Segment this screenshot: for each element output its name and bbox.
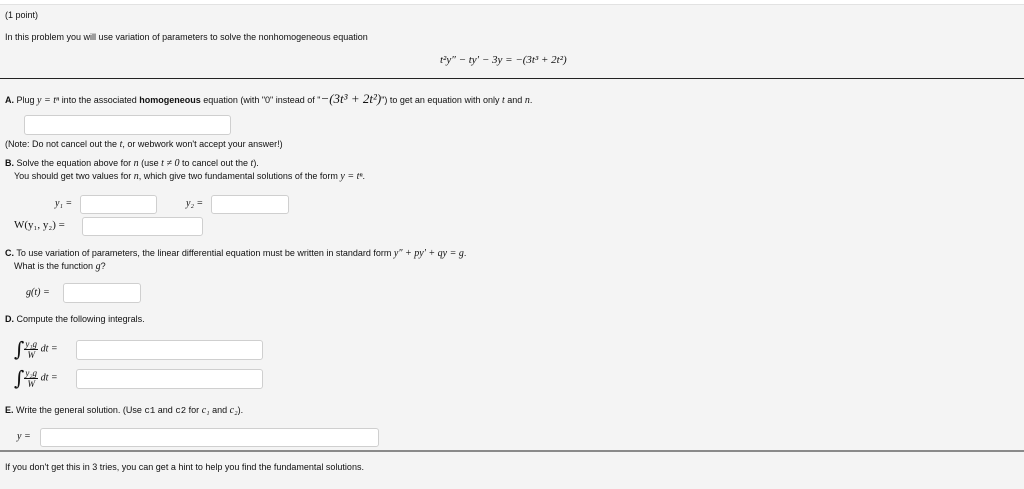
y2-input[interactable] xyxy=(211,195,289,214)
top-bar xyxy=(0,0,1024,5)
part-b-line2: You should get two values for n, which give two fundamental solutions of the form y = tⁿ. xyxy=(14,171,366,182)
note-text: (Note: Do not cancel out the t, or webwork won't accept your answer!) xyxy=(5,139,283,150)
intro-text: In this problem you will use variation of parameters to solve the nonhomogeneous equation xyxy=(5,32,368,42)
g-label: g(t) = xyxy=(26,287,50,298)
integral-2-input[interactable] xyxy=(76,369,263,389)
part-a-prompt: A. Plug y = tⁿ into the associated homogeneous equation (with "0" instead of "−(3t³ + 2t²)") to get an equation with only t and n. xyxy=(5,91,533,106)
part-c-prompt: C. To use variation of parameters, the linear differential equation must be written in standard form y″ + py′ + qy = g. xyxy=(5,248,467,259)
general-solution-input[interactable] xyxy=(40,428,379,447)
part-c-line2: What is the function g? xyxy=(14,261,106,272)
wronskian-label: W(y₁, y₂) = xyxy=(14,219,65,231)
integral-2-label: ∫ $\frac{\text{y₂g}}{W}$ dt = xyxy=(14,366,58,390)
points-label: (1 point) xyxy=(5,10,39,20)
part-d-prompt: D. Compute the following integrals. xyxy=(5,314,145,324)
y1-label: y₁ = xyxy=(55,198,73,209)
main-equation: t²y″ − ty′ − 3y = −(3t³ + 2t²) xyxy=(440,54,567,66)
part-e-prompt: E. Write the general solution. (Use c1 and c2 for c₁ and c₂). xyxy=(5,405,244,416)
hint-text: If you don't get this in 3 tries, you can get a hint to help you find the fundamental solutions. xyxy=(5,462,364,472)
divider xyxy=(0,78,1024,79)
wronskian-input[interactable] xyxy=(82,217,203,236)
y2-label: y₂ = xyxy=(186,198,204,209)
part-a-answer-input[interactable] xyxy=(24,115,231,135)
divider-bottom xyxy=(0,450,1024,452)
y1-input[interactable] xyxy=(80,195,157,214)
general-solution-label: y = xyxy=(17,431,31,442)
integral-1-label: ∫ $\frac{\text{y₁g}}{W}$ dt = xyxy=(14,337,58,361)
part-b-prompt: B. Solve the equation above for n (use t ≠ 0 to cancel out the t). xyxy=(5,158,259,169)
g-input[interactable] xyxy=(63,283,141,303)
integral-1-input[interactable] xyxy=(76,340,263,360)
